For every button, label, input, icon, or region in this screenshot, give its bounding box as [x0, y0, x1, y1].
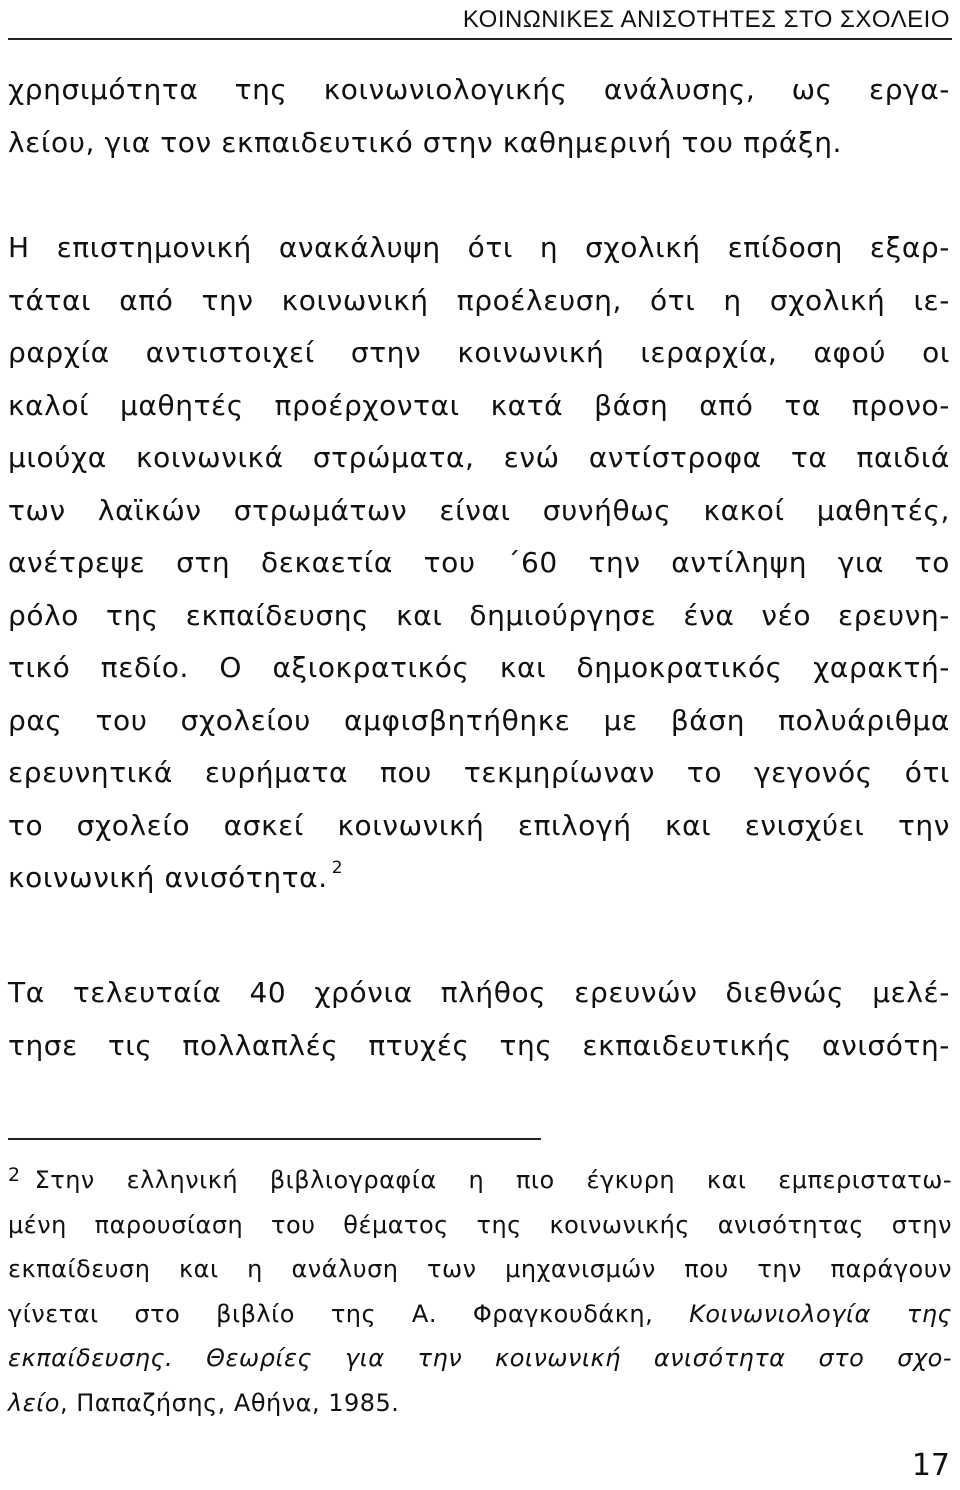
text-line: μιούχα κοινωνικά στρώματα, ενώ αντίστροφα τα παιδιά [8, 441, 950, 474]
text-line-last [8, 852, 950, 905]
text-line: των λαϊκών στρωμάτων είναι συνήθως κακοί μαθητές, [8, 493, 950, 527]
footnote-line: εκπαίδευση και η ανάλυση των μηχανισμών που την παράγουν [8, 1255, 952, 1283]
footnote-line [8, 1336, 952, 1381]
text-line: το σχολείο ασκεί κοινωνική επιλογή και ενισχύει την [8, 808, 950, 842]
text-fragment: γίνεται στο βιβλίο της Α. Φραγκουδάκη, [8, 1299, 690, 1328]
text-line: τικό πεδίο. Ο αξιοκρατικός και δημοκρατικός χαρακτή- [8, 651, 950, 684]
text-line: ραρχία αντιστοιχεί στην κοινωνική ιεραρχία, αφού οι [8, 336, 950, 369]
text-line: Τα τελευταία 40 χρόνια πλήθος ερευνών διεθνώς μελέ- [8, 976, 950, 1009]
text-fragment: κοινωνική ανισότητα. [8, 861, 328, 894]
text-fragment: , Παπαζήσης, Αθήνα, 1985. [59, 1388, 400, 1417]
text-line: τάται από την κοινωνική προέλευση, ότι η σχολική ιε- [8, 283, 950, 317]
footnote-separator [8, 1138, 541, 1140]
text-line: ανέτρεψε στη δεκαετία του ΄60 την αντίληψη για το [8, 546, 950, 579]
footnote-line [8, 1292, 952, 1337]
paragraph-1 [8, 64, 950, 169]
text-fragment: Στην ελληνική βιβλιογραφία η πιο έγκυρη και εμπεριστατω- [34, 1166, 952, 1194]
paragraph-2 [8, 222, 950, 905]
text-line: ρας του σχολείου αμφισβητήθηκε με βάση πολυάριθμα [8, 703, 950, 737]
running-header: ΚΟΙΝΩΝΙΚΕΣ ΑΝΙΣΟΤΗΤΕΣ ΣΤΟ ΣΧΟΛΕΙΟ [462, 6, 950, 33]
text-line: ερευνητικά ευρήματα που τεκμηρίωναν το γεγονός ότι [8, 756, 950, 789]
footnote-line: 2 Στην ελληνική βιβλιογραφία η πιο έγκυρη και εμπεριστατω- [8, 1164, 952, 1194]
book-title-fragment: Κοινωνιολογία της [689, 1299, 952, 1328]
footnote-line: μένη παρουσίαση του θέματος της κοινωνικής ανισότητας στην [8, 1210, 952, 1239]
text-line: λείου, για τον εκπαιδευτικό στην καθημερινή του πράξη. [8, 125, 843, 159]
footnote-line [8, 1381, 952, 1426]
paragraph-3 [8, 967, 950, 1072]
text-line: Η επιστημονική ανακάλυψη ότι η σχολική επίδοση εξαρ- [8, 231, 950, 264]
text-line: τησε τις πολλαπλές πτυχές της εκπαιδευτικής ανισότη- [8, 1028, 950, 1062]
text-line: καλοί μαθητές προέρχονται κατά βάση από τα προνο- [8, 388, 950, 422]
book-title-fragment: λείο [8, 1388, 60, 1417]
book-title-fragment: εκπαίδευσης. Θεωρίες για την κοινωνική ανισότητα στο σχο- [8, 1344, 952, 1372]
header-rule [8, 38, 952, 40]
page-number: 17 [911, 1448, 950, 1483]
footnote [8, 1158, 952, 1425]
footnote-reference[interactable]: 2 [331, 858, 344, 878]
text-line: ρόλο της εκπαίδευσης και δημιούργησε ένα νέο ερευνη- [8, 598, 950, 632]
text-line: χρησιμότητα της κοινωνιολογικής ανάλυσης, ως εργα- [8, 73, 950, 106]
